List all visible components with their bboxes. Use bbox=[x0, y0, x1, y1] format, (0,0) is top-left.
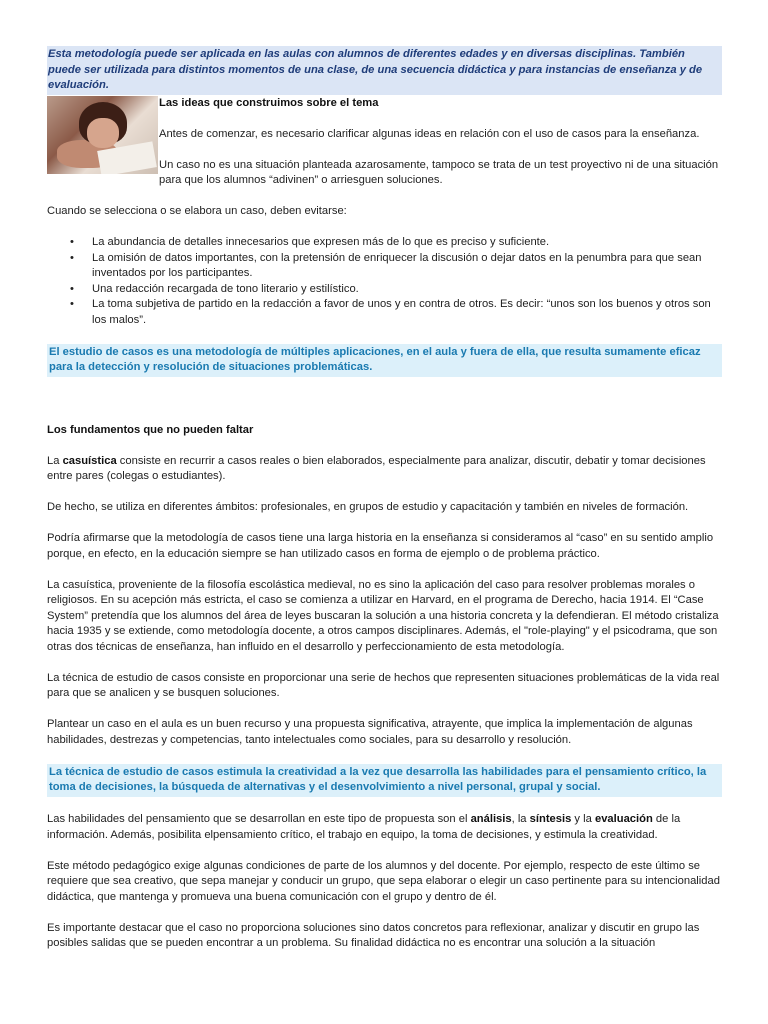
paragraph: Plantear un caso en el aula es un buen recurso y una propuesta significativa, atrayente, que implica la implementación de algunas habilidades, destrezas y competencias, tanto intelectuales como sociales, para su desarrollo y resolución. bbox=[47, 718, 693, 746]
section-heading-ideas: Las ideas que construimos sobre el tema bbox=[159, 96, 379, 109]
bullet-icon: • bbox=[70, 251, 74, 264]
list-item: • La abundancia de detalles innecesarios que expresen más de lo que es preciso y suficiente. bbox=[47, 235, 722, 251]
paragraph: Es importante destacar que el caso no proporciona soluciones sino datos concretos para reflexionar, analizar y discutir en grupo las posibles salidas que se pueden encontrar a un problema. Su finalidad didáctica no es encontrar una solución a la situación bbox=[47, 921, 700, 949]
avoid-list bbox=[47, 235, 722, 328]
section-heading-fundamentos: Los fundamentos que no pueden faltar bbox=[47, 423, 254, 436]
paragraph: De hecho, se utiliza en diferentes ámbitos: profesionales, en grupos de estudio y capacitación y también en niveles de formación. bbox=[47, 501, 689, 513]
paragraph: Un caso no es una situación planteada azarosamente, tampoco se trata de un test proyectivo ni de una situación para que los alumnos “adivinen” o arriesguen soluciones. bbox=[159, 158, 719, 186]
paragraph: La casuística, proveniente de la filosofía escolástica medieval, no es sino la aplicación del caso para resolver problemas morales o religiosos. En su acepción más estricta, el caso se comienza a utilizar en Harvard, en el programa de Derecho, hacia 1914. El “Case System” pretendía que los alumnos del área de leyes buscaran la solución a una historia concreta y la defendieran. El método cristaliza hacia 1935 y se extiende, como metodología docente, a otros campos disciplinares. Además, el "role-playing" y el psicodrama, que son otras dos técnicas de enseñanza, han influido en el desarrollo y perfeccionamiento de esta metodología. bbox=[47, 578, 719, 653]
section-ideas bbox=[47, 96, 722, 189]
paragraph: La técnica de estudio de casos consiste en proporcionar una serie de hechos que representen situaciones problemáticas de la vida real para que se analicen y se busquen soluciones. bbox=[47, 671, 720, 699]
bullet-icon: • bbox=[70, 298, 74, 310]
photo-face-shape bbox=[87, 118, 119, 148]
list-item: • La omisión de datos importantes, con la pretensión de enriquecer la discusión o dejar datos en la penumbra para que sean inventados por los participantes. bbox=[70, 251, 702, 279]
bullet-icon: • bbox=[70, 236, 74, 248]
document-body bbox=[47, 46, 722, 952]
highlight-box-creativity: La técnica de estudio de casos estimula la creatividad a la vez que desarrolla las habilidades para el pensamiento crítico, la toma de decisiones, la búsqueda de alternativas y el desenvolvimiento a nivel personal, grupal y social. bbox=[47, 764, 722, 797]
intro-highlight-box: Esta metodología puede ser aplicada en las aulas con alumnos de diferentes edades y en diversas disciplinas. También puede ser utilizada para distintos momentos de una clase, de una secuencia didáctica y para instancias de enseñanza y de evaluación. bbox=[47, 46, 722, 95]
list-item: • La toma subjetiva de partido en la redacción a favor de unos y en contra de otros. Es decir: “unos son los buenos y otros son los malos”. bbox=[70, 298, 711, 326]
paragraph: La casuística consiste en recurrir a casos reales o bien elaborados, especialmente para analizar, discutir, debatir y tomar decisiones entre pares (colegas o estudiantes). bbox=[47, 454, 706, 482]
bullet-icon: • bbox=[70, 282, 74, 295]
paragraph: Este método pedagógico exige algunas condiciones de parte de los alumnos y del docente. Por ejemplo, respecto de este último se requiere que sea creativo, que sepa manejar y conducir un grupo, que sepa elaborar o elegir un caso pertinente para su intencionalidad didáctica, que mantenga y promueva una buena comunicación con el grupo y dentro de él. bbox=[47, 859, 720, 903]
paragraph: Antes de comenzar, es necesario clarificar algunas ideas en relación con el uso de casos para la enseñanza. bbox=[159, 127, 700, 140]
highlight-box-cases: El estudio de casos es una metodología de múltiples aplicaciones, en el aula y fuera de ella, que resulta sumamente eficaz para la detección y resolución de situaciones problemáticas. bbox=[47, 344, 722, 377]
paragraph: Podría afirmarse que la metodología de casos tiene una larga historia en la enseñanza si consideramos al “caso” en su sentido amplio porque, en efecto, en la educación siempre se han utilizado casos en forma de ejemplo o de problema práctico. bbox=[47, 532, 714, 560]
student-photo bbox=[47, 96, 158, 174]
paragraph: Las habilidades del pensamiento que se desarrollan en este tipo de propuesta son el análisis, la síntesis y la evaluación de la información. Además, posibilita elpensamiento crítico, el trabajo en equipo, la toma de decisiones, y estimula la creatividad. bbox=[47, 813, 681, 841]
list-item: • Una redacción recargada de tono literario y estilístico. bbox=[47, 282, 722, 298]
paragraph: Cuando se selecciona o se elabora un caso, deben evitarse: bbox=[47, 205, 347, 217]
